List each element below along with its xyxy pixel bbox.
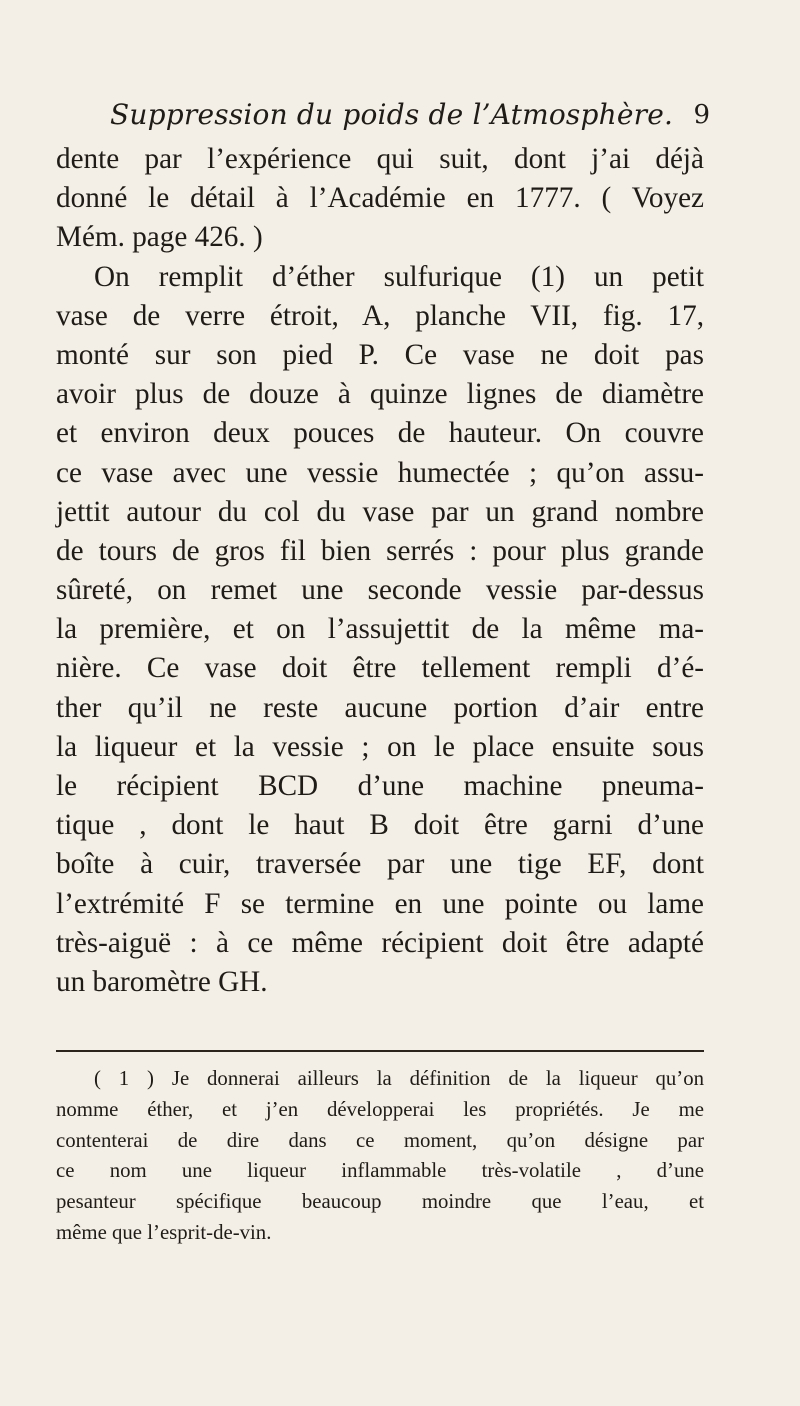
footnote-line: ce nom une liqueur inflammable très-volatile , d’une (56, 1159, 704, 1183)
main-text (56, 140, 704, 1002)
text-line: un baromètre GH. (56, 965, 268, 998)
text-line: tique , dont le haut B doit être garni d’une (56, 809, 704, 842)
text-line: jettit autour du col du vase par un grand nombre (56, 495, 704, 528)
footnote-line: nomme éther, et j’en développerai les propriétés. Je me (56, 1097, 704, 1121)
footnote-line: même que l’esprit-de-vin. (56, 1220, 272, 1244)
text-line: très-aiguë : à ce même récipient doit être adapté (56, 926, 704, 959)
text-line: Mém. page 426. ) (56, 221, 263, 254)
text-line: l’extrémité F se termine en une pointe ou lame (56, 887, 704, 920)
text-line: et environ deux pouces de hauteur. On couvre (56, 417, 704, 450)
running-title: Suppression du poids de l’Atmosphère. (110, 98, 674, 131)
text-line: de tours de gros fil bien serrés : pour plus grande (56, 534, 704, 567)
text-line: nière. Ce vase doit être tellement rempli d’é- (56, 652, 704, 685)
text-line: ce vase avec une vessie humectée ; qu’on assu- (56, 456, 704, 489)
footnote-line: pesanteur spécifique beaucoup moindre que l’eau, et (56, 1190, 704, 1214)
text-line: donné le détail à l’Académie en 1777. ( Voyez (56, 182, 704, 215)
text-line: ther qu’il ne reste aucune portion d’air entre (56, 691, 704, 724)
text-line: la première, et on l’assujettit de la même ma- (56, 613, 704, 646)
text-line: vase de verre étroit, A, planche VII, fig. 17, (56, 299, 704, 332)
footnote (56, 1064, 704, 1249)
text-line: On remplit d’éther sulfurique (1) un petit (94, 260, 704, 293)
text-line: boîte à cuir, traversée par une tige EF, dont (56, 848, 704, 881)
text-line: monté sur son pied P. Ce vase ne doit pas (56, 338, 704, 371)
text-line: avoir plus de douze à quinze lignes de diamètre (56, 378, 704, 411)
text-line: sûreté, on remet une seconde vessie par-dessus (56, 574, 704, 607)
footnote-divider (56, 1050, 704, 1052)
footnote-line: ( 1 ) Je donnerai ailleurs la définition de la liqueur qu’on (94, 1067, 704, 1090)
footnote-line: contenterai de dire dans ce moment, qu’on désigne par (56, 1128, 704, 1152)
text-line: dente par l’expérience qui suit, dont j’ai déjà (56, 143, 704, 175)
text-line: le récipient BCD d’une machine pneuma- (56, 770, 704, 802)
text-line: la liqueur et la vessie ; on le place ensuite sous (56, 730, 704, 763)
page-header (110, 98, 710, 138)
page-number: 9 (693, 100, 710, 130)
